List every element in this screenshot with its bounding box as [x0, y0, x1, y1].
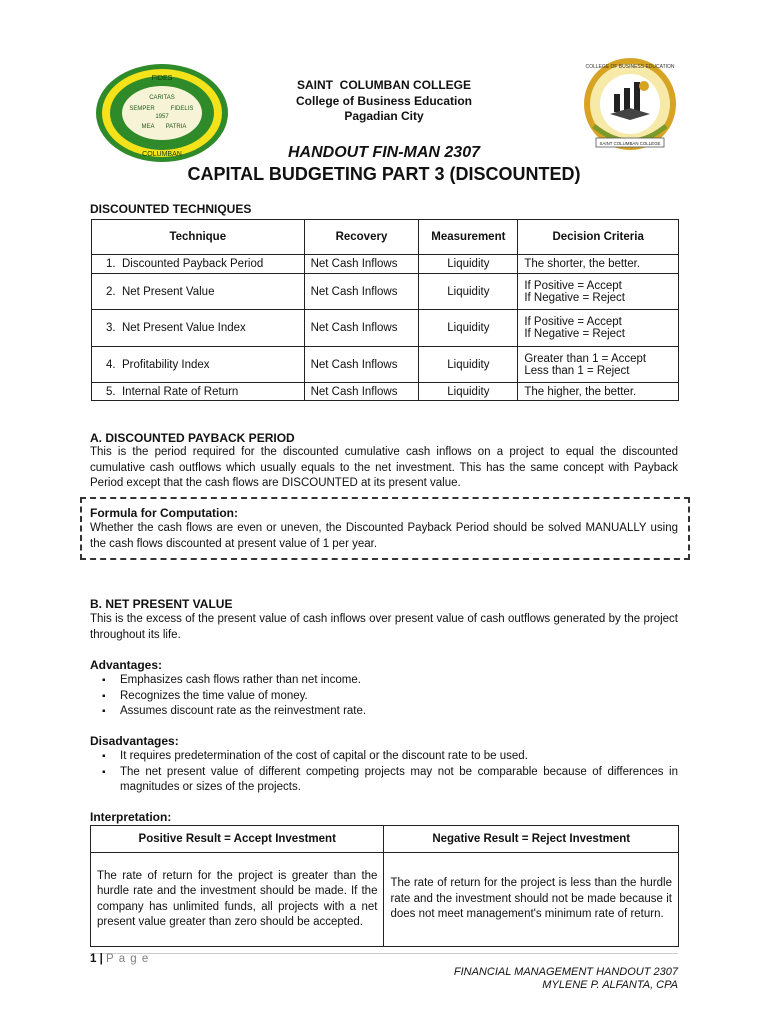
- table-header-row: [91, 826, 679, 853]
- positive-body: The rate of return for the project is greater than the hurdle rate and the investment should be made. If the company has unlimited funds, all projects with a net present value greater than zero should be accepted.: [91, 853, 384, 947]
- interpretation-table: [90, 825, 679, 947]
- footer-credit: FINANCIAL MANAGEMENT HANDOUT 2307 MYLENE P. ALFANTA, CPA: [453, 966, 678, 991]
- footer-divider: [90, 953, 678, 954]
- seal-ring: COLLEGE OF BUSINESS EDUCATION: [585, 64, 675, 70]
- formula-body: Whether the cash flows are even or uneven, the Discounted Payback Period should be solved MANUALLY using the cash flows discounted at present value of 1 per year.: [90, 522, 678, 550]
- column-header: Decision Criteria: [518, 220, 679, 255]
- positive-header: Positive Result = Accept Investment: [91, 826, 384, 853]
- techniques-table: [91, 219, 679, 401]
- column-header: Recovery: [304, 220, 419, 255]
- seal-ring-bottom: COLUMBAN: [142, 151, 182, 158]
- disadvantages-heading: Disadvantages:: [90, 734, 179, 748]
- techniques-heading: DISCOUNTED TECHNIQUES: [90, 202, 252, 216]
- section-b-heading: B. NET PRESENT VALUE: [90, 597, 233, 611]
- list-item: ▪ It requires predetermination of the cost of capital or the discount rate to be used.: [90, 749, 678, 765]
- svg-text:SEMPER: SEMPER: [129, 106, 155, 112]
- table-row: [91, 853, 679, 947]
- svg-text:MEA: MEA: [141, 124, 155, 130]
- formula-heading: Formula for Computation:: [90, 506, 238, 520]
- table-row: 1. Discounted Payback Period Net Cash Inflows Liquidity The shorter, the better.: [92, 255, 679, 274]
- advantages-heading: Advantages:: [90, 658, 163, 672]
- svg-text:PATRIA: PATRIA: [165, 124, 187, 130]
- city-name: Pagadian City: [344, 109, 424, 123]
- column-header: Measurement: [419, 220, 518, 255]
- seal-ring-top: FIDES: [151, 75, 173, 82]
- school-name: SAINT COLUMBAN COLLEGE: [297, 78, 471, 92]
- list-item: ▪ Emphasizes cash flows rather than net income.: [90, 673, 678, 689]
- seal-banner: SAINT COLUMBAN COLLEGE: [599, 141, 661, 146]
- section-a-body: This is the period required for the discounted cumulative cash inflows on a project to equal the discounted cumulative cash outflows which usually equals to the net investment. This has the same concept with Payback Period except that the cash flows are DISCOUNTED at its present value.: [90, 446, 678, 489]
- column-header: Technique: [92, 220, 305, 255]
- table-row: 2. Net Present Value Net Cash Inflows Liquidity If Positive = Accept If Negative = Reject: [92, 274, 679, 310]
- page-title: CAPITAL BUDGETING PART 3 (DISCOUNTED): [187, 164, 581, 184]
- svg-text:FIDELIS: FIDELIS: [170, 106, 194, 112]
- table-row: 5. Internal Rate of Return Net Cash Inflows Liquidity The higher, the better.: [92, 383, 679, 401]
- list-item: ▪ Recognizes the time value of money.: [90, 689, 678, 705]
- advantages-list: [90, 673, 678, 720]
- handout-code: HANDOUT FIN-MAN 2307: [287, 144, 480, 161]
- svg-text:CARITAS: CARITAS: [149, 95, 175, 101]
- list-item: ▪ The net present value of different competing projects may not be comparable because of differences in magnitudes or sizes of the projects.: [90, 765, 678, 796]
- section-b-body: This is the excess of the present value of cash inflows over present value of cash outflows generated by the project throughout its life.: [90, 613, 678, 641]
- page-number: 1 | P a g e: [90, 953, 150, 965]
- table-row: 3. Net Present Value Index Net Cash Inflows Liquidity If Positive = Accept If Negative = Reject: [92, 310, 679, 347]
- negative-body: The rate of return for the project is less than the hurdle rate and the investment should not be made because it does not meet management's minimum rate of return.: [384, 853, 679, 947]
- table-header-row: [92, 220, 679, 255]
- negative-header: Negative Result = Reject Investment: [384, 826, 679, 853]
- section-a-heading: A. DISCOUNTED PAYBACK PERIOD: [90, 431, 295, 445]
- table-row: 4. Profitability Index Net Cash Inflows Liquidity Greater than 1 = Accept Less than 1 = Reject: [92, 347, 679, 383]
- svg-text:1957: 1957: [155, 114, 169, 120]
- college-name: College of Business Education: [295, 94, 473, 108]
- interpretation-heading: Interpretation:: [90, 810, 172, 824]
- list-item: ▪ Assumes discount rate as the reinvestment rate.: [90, 704, 678, 720]
- disadvantages-list: [90, 749, 678, 796]
